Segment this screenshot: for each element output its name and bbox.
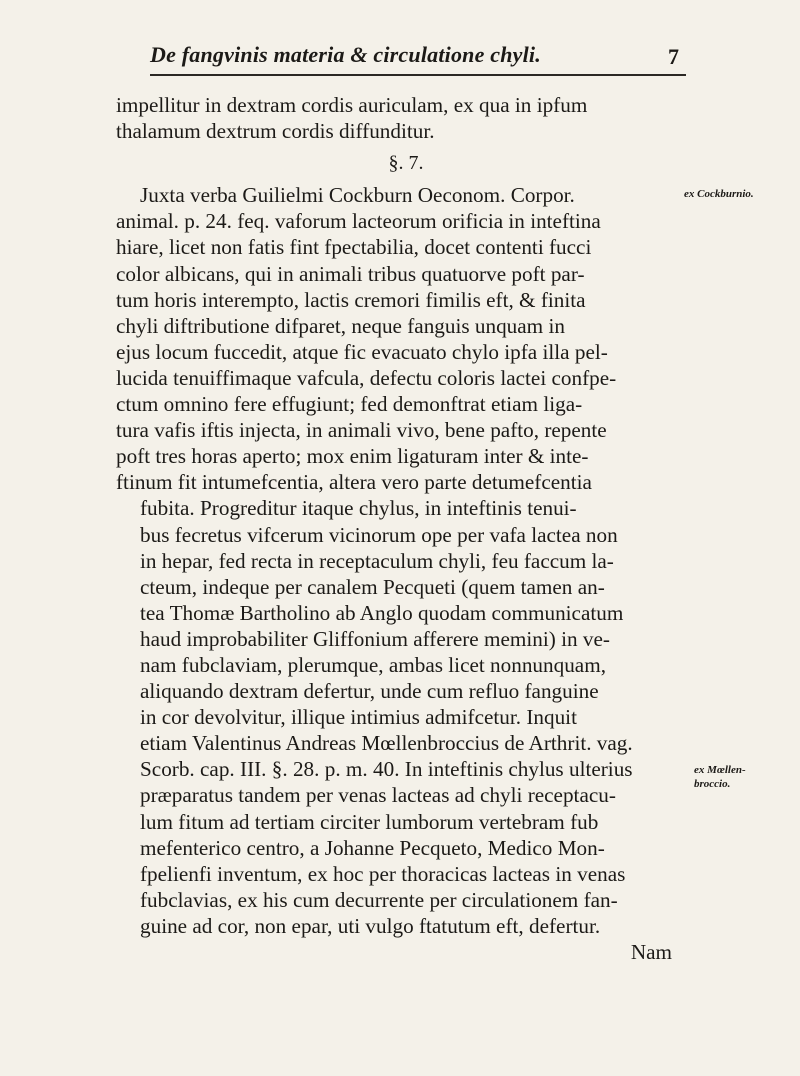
margin-note-moellenbroccio: ex Mœllen- bbox=[694, 764, 746, 776]
page-number: 7 bbox=[668, 44, 679, 69]
text-line: ctum omnino fere effugiunt; fed demonftrat etiam liga- bbox=[116, 392, 583, 417]
text-line: in cor devolvitur, illique intimius admifcetur. Inquit bbox=[140, 705, 577, 730]
text-line: tura vafis iftis injecta, in animali vivo, bene pafto, repente bbox=[116, 418, 607, 443]
section-mark: §. 7. bbox=[388, 152, 424, 175]
text-line: in hepar, fed recta in receptaculum chyli, feu faccum la- bbox=[140, 548, 614, 573]
text-line: etiam Valentinus Andreas Mœllenbroccius de Arthrit. vag. bbox=[140, 731, 633, 756]
running-title: De fangvinis materia & circulatione chyli. bbox=[150, 42, 541, 67]
text-line: animal. p. 24. feq. vaforum lacteorum orificia in inteftina bbox=[116, 209, 601, 234]
text-line: cteum, indeque per canalem Pecqueti (quem tamen an- bbox=[140, 574, 605, 599]
text-line: aliquando dextram defertur, unde cum refluo fanguine bbox=[140, 679, 599, 704]
catchword: Nam bbox=[630, 940, 672, 964]
text-line: fubita. Progreditur itaque chylus, in inteftinis tenui- bbox=[140, 496, 577, 521]
margin-note-moellenbroccio-cont: broccio. bbox=[694, 778, 731, 790]
text-line: poft tres horas aperto; mox enim ligaturam inter & inte- bbox=[116, 444, 589, 469]
text-line: fubclavias, ex his cum decurrente per circulationem fan- bbox=[140, 887, 618, 912]
text-line: guine ad cor, non epar, uti vulgo ftatutum eft, defertur. bbox=[140, 913, 601, 938]
text-line: chyli diftributione difparet, neque fanguis unquam in bbox=[116, 313, 565, 338]
text-line: hiare, licet non fatis fint fpectabilia, docet contenti fucci bbox=[116, 235, 592, 260]
text-line: tea Thomæ Bartholino ab Anglo quodam communicatum bbox=[140, 600, 624, 625]
text-line: impellitur in dextram cordis auriculam, ex qua in ipfum bbox=[116, 93, 588, 117]
text-line: Juxta verba Guilielmi Cockburn Oeconom. Corpor. bbox=[140, 183, 575, 208]
margin-note-cockburn: ex Cockburnio. bbox=[684, 188, 754, 200]
header-rule bbox=[150, 74, 686, 76]
text-line: ejus locum fuccedit, atque fic evacuato chylo ipfa illa pel- bbox=[116, 339, 608, 364]
text-line: fpelienfi inventum, ex hoc per thoracicas lacteas in venas bbox=[140, 861, 626, 886]
text-line: thalamum dextrum cordis diffunditur. bbox=[116, 119, 435, 144]
text-line: mefenterico centro, a Johanne Pecqueto, Medico Mon- bbox=[140, 835, 605, 860]
text-line: tum horis interempto, lactis cremori fimilis eft, & finita bbox=[116, 287, 586, 312]
text-line: Scorb. cap. III. §. 28. p. m. 40. In inteftinis chylus ulterius bbox=[140, 757, 633, 782]
text-line: color albicans, qui in animali tribus quatuorve poft par- bbox=[116, 261, 585, 286]
text-line: lucida tenuiffimaque vafcula, defectu coloris lactei confpe- bbox=[116, 365, 617, 390]
text-line: lum fitum ad tertiam circiter lumborum vertebram fub bbox=[140, 809, 599, 834]
text-line: præparatus tandem per venas lacteas ad chyli receptacu- bbox=[140, 783, 616, 808]
text-line: nam fubclaviam, plerumque, ambas licet nonnunquam, bbox=[140, 652, 606, 677]
text-line: ftinum fit intumefcentia, altera vero parte detumefcentia bbox=[116, 470, 592, 495]
text-line: bus fecretus vifcerum vicinorum ope per vafa lactea non bbox=[140, 522, 618, 547]
text-line: haud improbabiliter Gliffonium afferere memini) in ve- bbox=[140, 626, 610, 651]
body-text bbox=[116, 92, 676, 965]
